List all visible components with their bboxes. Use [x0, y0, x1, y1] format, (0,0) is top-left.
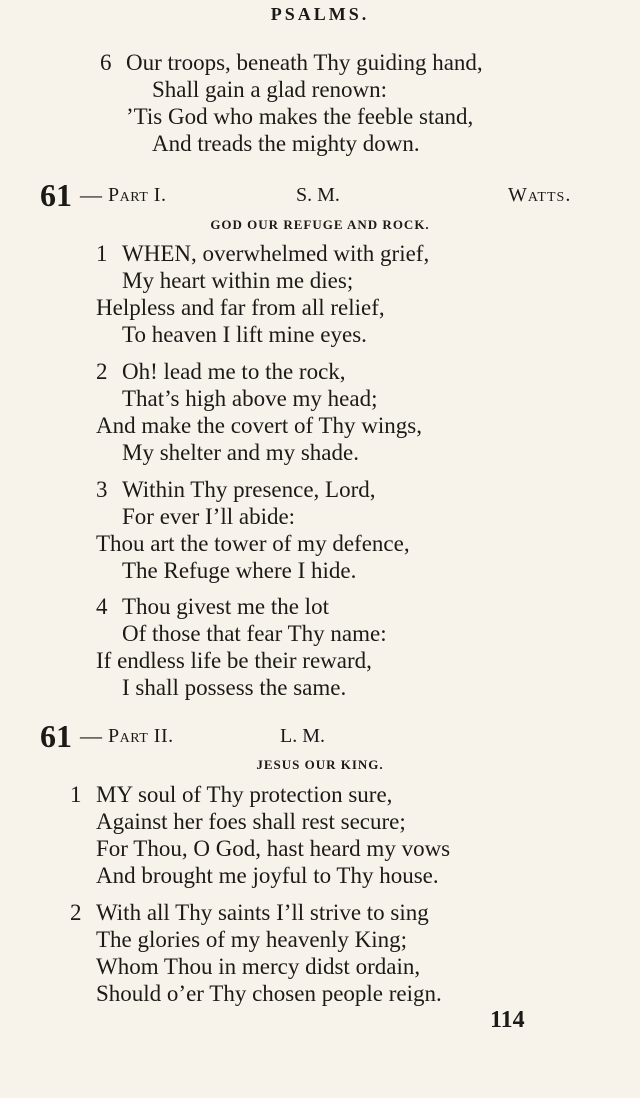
verse-line: And treads the mighty down.: [152, 131, 420, 156]
verse-line: Helpless and far from all relief,: [96, 295, 385, 320]
hymn-heading: [40, 720, 600, 754]
part-label: Part I.: [108, 184, 167, 206]
verse-line: My heart within me dies;: [122, 268, 354, 293]
stanza-number: 1: [70, 782, 82, 807]
verse-line: If endless life be their reward,: [96, 648, 372, 673]
meter-label: S. M.: [296, 184, 340, 206]
verse-line: 1 MY soul of Thy protection sure,: [70, 782, 393, 807]
verse-line: 2 Oh! lead me to the rock,: [96, 359, 346, 384]
verse-line: My shelter and my shade.: [122, 440, 359, 465]
stanza-number: 1: [96, 241, 108, 266]
verse-line: And make the covert of Thy wings,: [96, 413, 422, 438]
verse-line: 2 With all Thy saints I’ll strive to sing: [70, 900, 429, 925]
stanza: [96, 358, 422, 466]
verse-line: ’Tis God who makes the feeble stand,: [126, 104, 474, 129]
verse-line: That’s high above my head;: [122, 386, 378, 411]
hymn-heading: [40, 179, 600, 213]
verse-line: The glories of my heavenly King;: [96, 927, 408, 952]
stanza: [96, 593, 387, 701]
stanza: [96, 240, 429, 348]
verse-line: Shall gain a glad renown:: [152, 77, 388, 102]
running-head: PSALMS.: [270, 4, 370, 24]
hymn-number: 61: [40, 177, 72, 213]
verse-line: I shall possess the same.: [122, 675, 347, 700]
part-label: Part II.: [108, 725, 174, 747]
stanza-number: 3: [96, 477, 108, 502]
hymn-subtitle: GOD OUR REFUGE AND ROCK.: [210, 217, 430, 232]
dash: —: [80, 182, 102, 207]
stanza-carry-over: [100, 49, 483, 157]
stanza-number: 4: [96, 594, 108, 619]
verse-line: For ever I’ll abide:: [122, 504, 296, 529]
stanza: [70, 781, 450, 889]
dash: —: [80, 723, 102, 748]
stanza: [70, 899, 442, 1007]
verse-line: 3 Within Thy presence, Lord,: [96, 477, 376, 502]
verse-line: Whom Thou in mercy didst ordain,: [96, 954, 421, 979]
verse-line: To heaven I lift mine eyes.: [122, 322, 367, 347]
verse-line: Should o’er Thy chosen people reign.: [96, 981, 442, 1006]
verse-line: Thou art the tower of my defence,: [96, 531, 410, 556]
verse-line: And brought me joyful to Thy house.: [96, 863, 439, 888]
verse-line: The Refuge where I hide.: [122, 558, 357, 583]
verse-line: 4 Thou givest me the lot: [96, 594, 329, 619]
stanza-number: 6: [100, 50, 112, 75]
stanza-number: 2: [70, 900, 82, 925]
hymn-number: 61: [40, 718, 72, 754]
verse-line: 1 WHEN, overwhelmed with grief,: [96, 241, 430, 266]
verse-line: 6 Our troops, beneath Thy guiding hand,: [100, 50, 483, 75]
page-number: 114: [490, 1007, 525, 1033]
author-name: Watts.: [508, 184, 572, 206]
verse-line: For Thou, O God, hast heard my vows: [96, 836, 451, 861]
verse-line: Against her foes shall rest secure;: [96, 809, 406, 834]
stanza-number: 2: [96, 359, 108, 384]
verse-line: Of those that fear Thy name:: [122, 621, 387, 646]
stanza: [96, 476, 410, 584]
meter-label: L. M.: [280, 725, 325, 747]
hymn-subtitle: JESUS OUR KING.: [256, 757, 384, 772]
